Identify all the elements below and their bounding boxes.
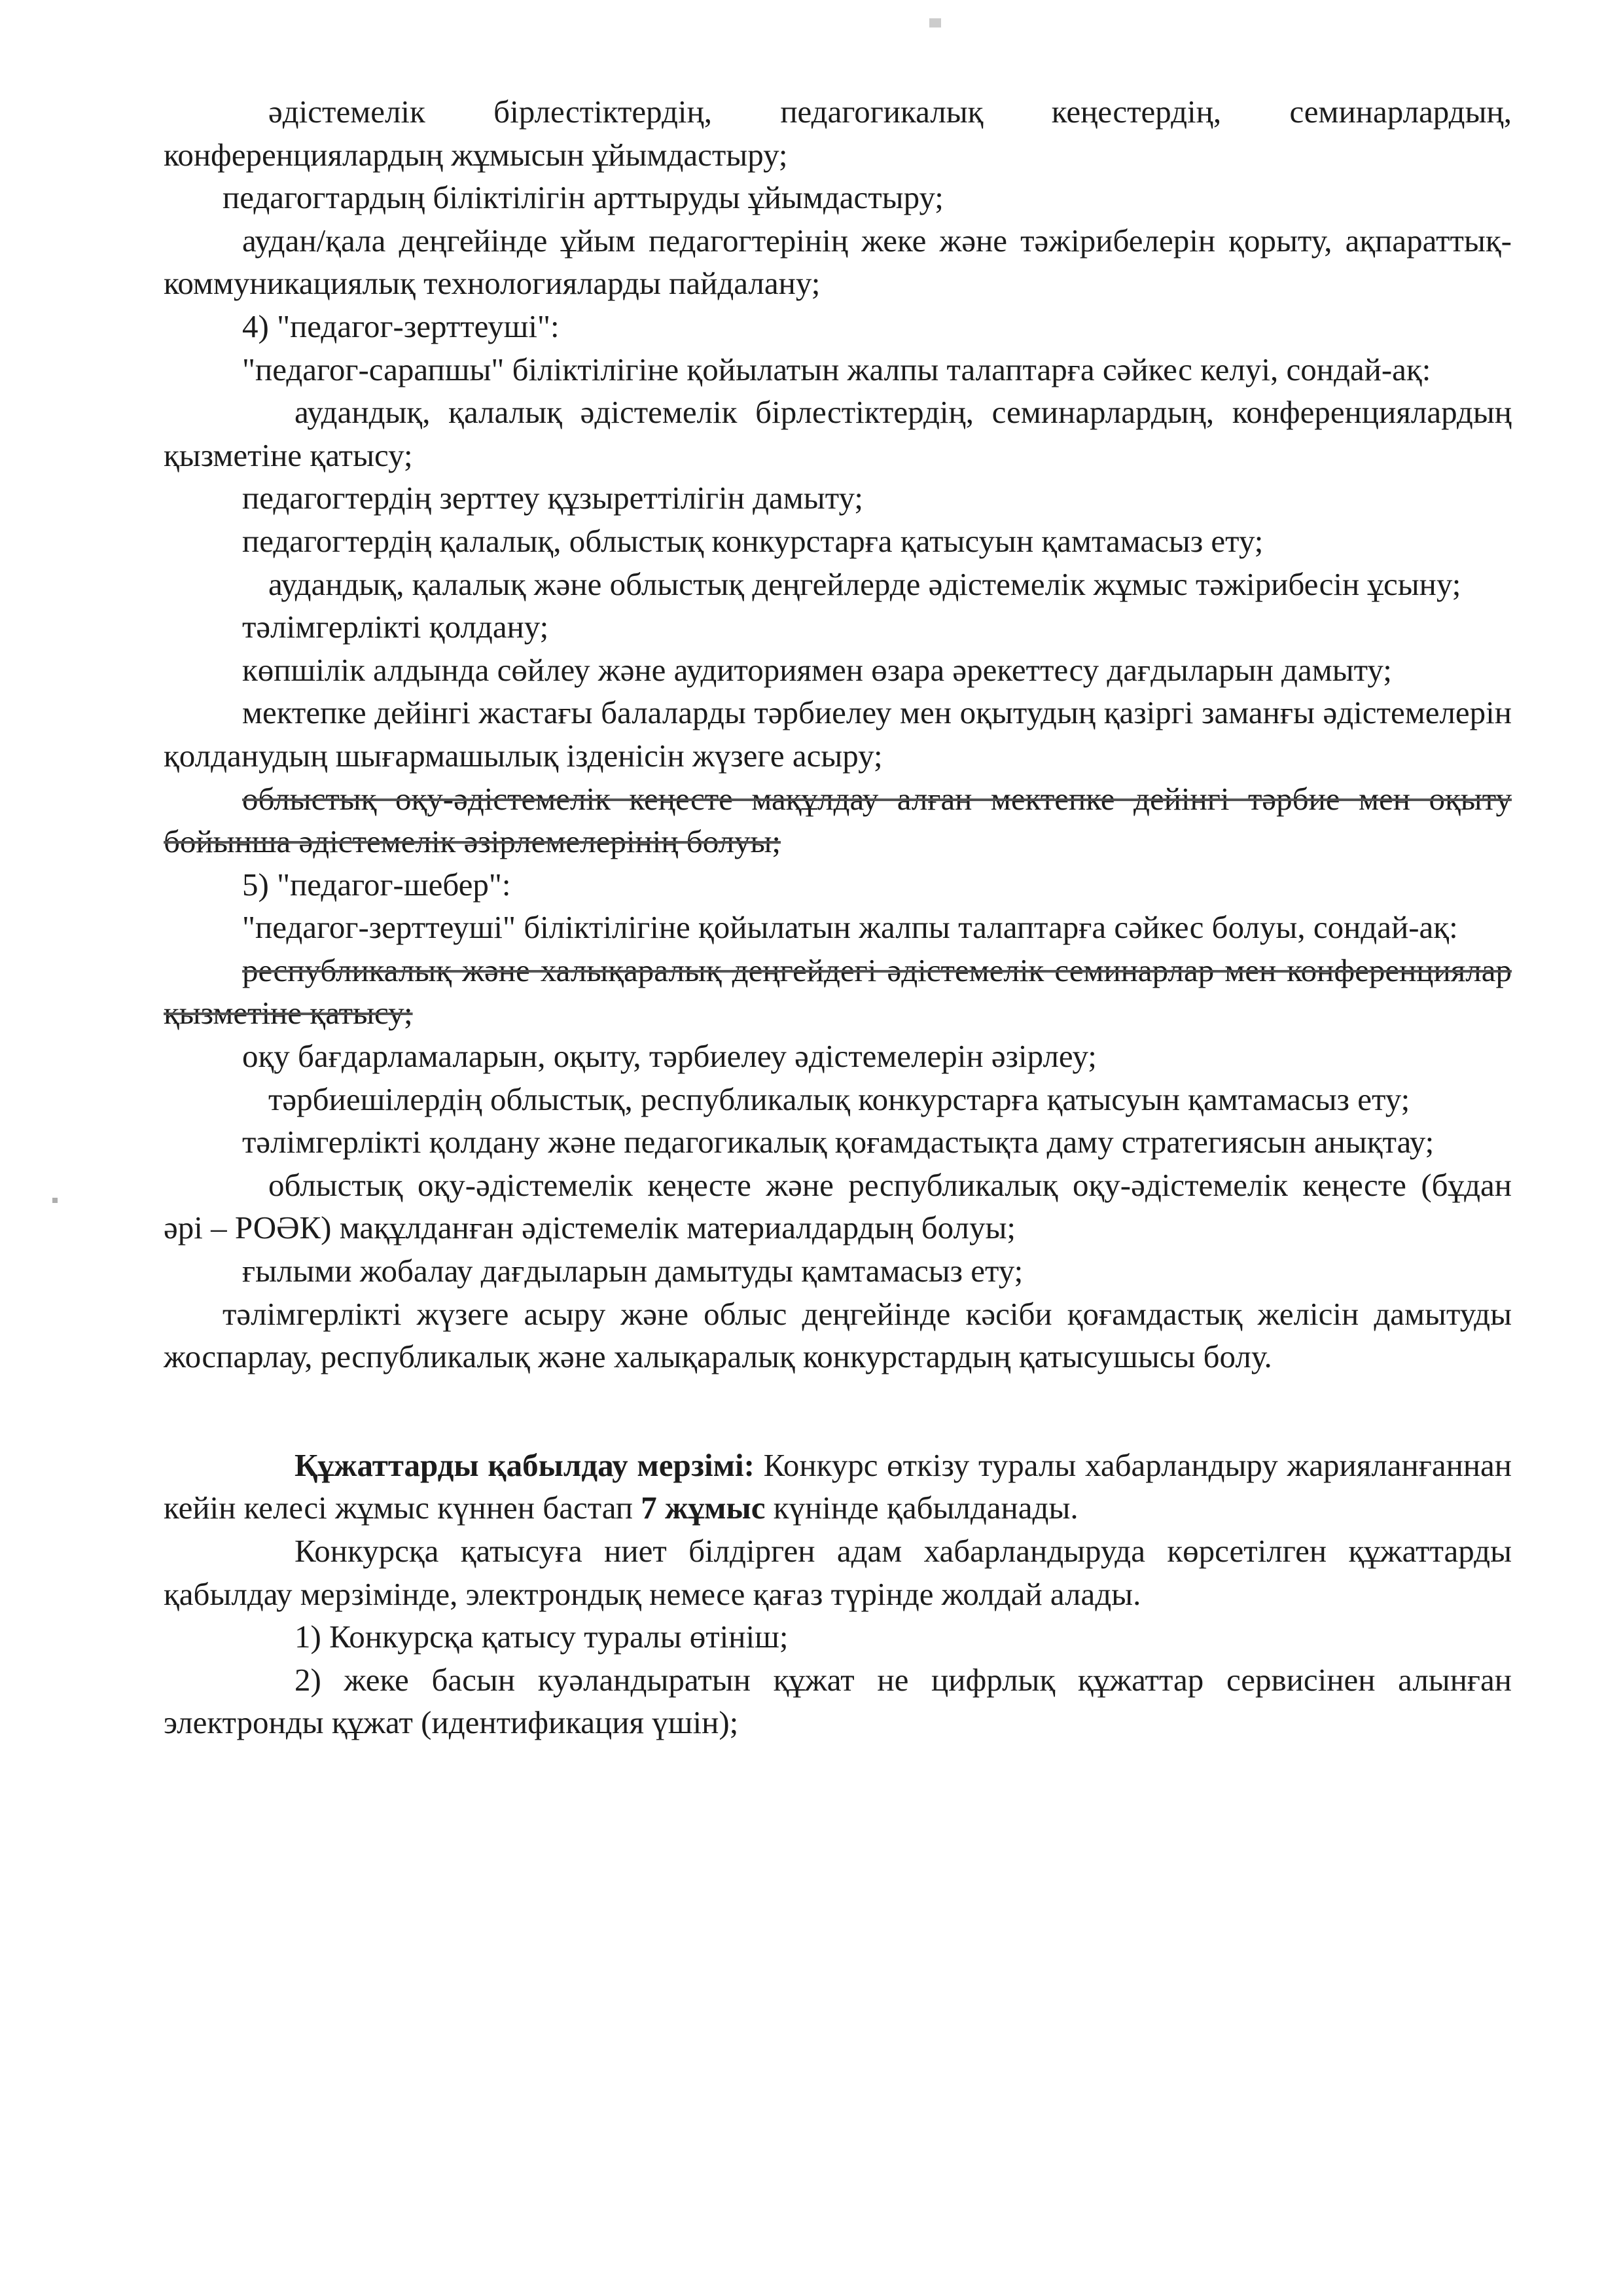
struck-text: республикалық және халықаралық деңгейдегі әдістемелік семинарлар мен конференциялар қызметіне қатысу;: [164, 952, 1512, 1031]
deadline-paragraph: [164, 1444, 1512, 1530]
list-item: 2) жеке басын куәландыратын құжат не цифрлық құжаттар сервисінен алынған электронды құжат (идентификация үшін);: [164, 1661, 1512, 1741]
deadline-days: 7 жұмыс: [641, 1490, 766, 1526]
paragraph: әдістемелік бірлестіктердің, педагогикалық кеңестердің, семинарлардың, конференциялардың жұмысын ұйымдастыру;: [164, 94, 1512, 173]
paragraph: педагогтердің зерттеу құзыреттілігін дамыту;: [242, 480, 863, 516]
scan-speck: [929, 18, 941, 27]
paragraph: тәрбиешілердің облыстық, республикалық конкурстарға қатысуын қамтамасыз ету;: [268, 1081, 1410, 1117]
scan-speck: [52, 1198, 58, 1203]
paragraph: ғылыми жобалау дағдыларын дамытуды қамтамасыз ету;: [242, 1253, 1024, 1289]
paragraph: педагогтардың біліктілігін арттыруды ұйымдастыру;: [223, 179, 944, 216]
struck-paragraph: [164, 778, 1512, 863]
list-item: 1) Конкурсқа қатысу туралы өтініш;: [294, 1619, 789, 1655]
paragraph: "педагог-сарапшы" біліктілігіне қойылатын жалпы талаптарға сәйкес келуі, сондай-ақ:: [242, 351, 1431, 387]
document-body: [164, 90, 1512, 1744]
paragraph: мектепке дейінгі жастағы балаларды тәрбиелеу мен оқытудың қазіргі заманғы әдістемелерін қолданудың шығармашылық ізденісін жүзеге асыру;: [164, 694, 1512, 774]
paragraph: тәлімгерлікті жүзеге асыру және облыс деңгейінде кәсіби қоғамдастық желісін дамытуды жоспарлау, республикалық және халықаралық конкурстардың қатысушысы болу.: [164, 1295, 1512, 1375]
deadline-text-end: күнінде қабылданады.: [765, 1490, 1079, 1526]
deadline-text: Конкурс өткізу туралы хабарландыру жарияланғаннан кейін келесі жұмыс күннен бастап: [164, 1446, 1512, 1526]
paragraph: "педагог-зерттеуші" біліктілігіне қойылатын жалпы талаптарға сәйкес болуы, сондай-ақ:: [242, 909, 1458, 946]
paragraph: тәлімгерлікті қолдану және педагогикалық қоғамдастықта даму стратегиясын анықтау;: [242, 1124, 1435, 1160]
paragraph: көпшілік алдында сөйлеу және аудиториямен өзара әрекеттесу дағдыларын дамыту;: [242, 651, 1392, 688]
paragraph: аудандық, қалалық және облыстық деңгейлерде әдістемелік жұмыс тәжірибесін ұсыну;: [268, 565, 1461, 602]
paragraph: оқу бағдарламаларын, оқыту, тәрбиелеу әдістемелерін әзірлеу;: [242, 1038, 1097, 1075]
paragraph: педагогтердің қалалық, облыстық конкурстарға қатысуын қамтамасыз ету;: [242, 522, 1264, 559]
struck-paragraph: [164, 949, 1512, 1035]
section-heading-5: 5) "педагог-шебер":: [242, 866, 511, 903]
deadline-label: Құжаттарды қабылдау мерзімі:: [294, 1446, 755, 1483]
struck-text: облыстық оқу-әдістемелік кеңесте мақұлдау алған мектепке дейінгі тәрбие мен оқыту бойынша әдістемелік әзірлемелерінің болуы;: [164, 780, 1512, 860]
section-heading-4: 4) "педагог-зерттеуші":: [242, 308, 560, 344]
paragraph: облыстық оқу-әдістемелік кеңесте және республикалық оқу-әдістемелік кеңесте (бұдан әрі – РОӘК) мақұлданған әдістемелік материалдардың болуы;: [164, 1166, 1512, 1246]
paragraph: аудан/қала деңгейінде ұйым педагогтерінің жеке және тәжірибелерін қорыту, ақпараттық-коммуникациялық технологияларды пайдалану;: [164, 222, 1512, 302]
intent-paragraph: Конкурсқа қатысуға ниет білдірген адам хабарландыруда көрсетілген құжаттарды қабылдау мерзімінде, электрондық немесе қағаз түрінде жолдай алады.: [164, 1533, 1512, 1612]
paragraph: тәлімгерлікті қолдану;: [242, 609, 549, 645]
spacer: [164, 1378, 1512, 1444]
paragraph: аудандық, қалалық әдістемелік бірлестіктердің, семинарлардың, конференциялардың қызметіне қатысу;: [164, 394, 1512, 473]
